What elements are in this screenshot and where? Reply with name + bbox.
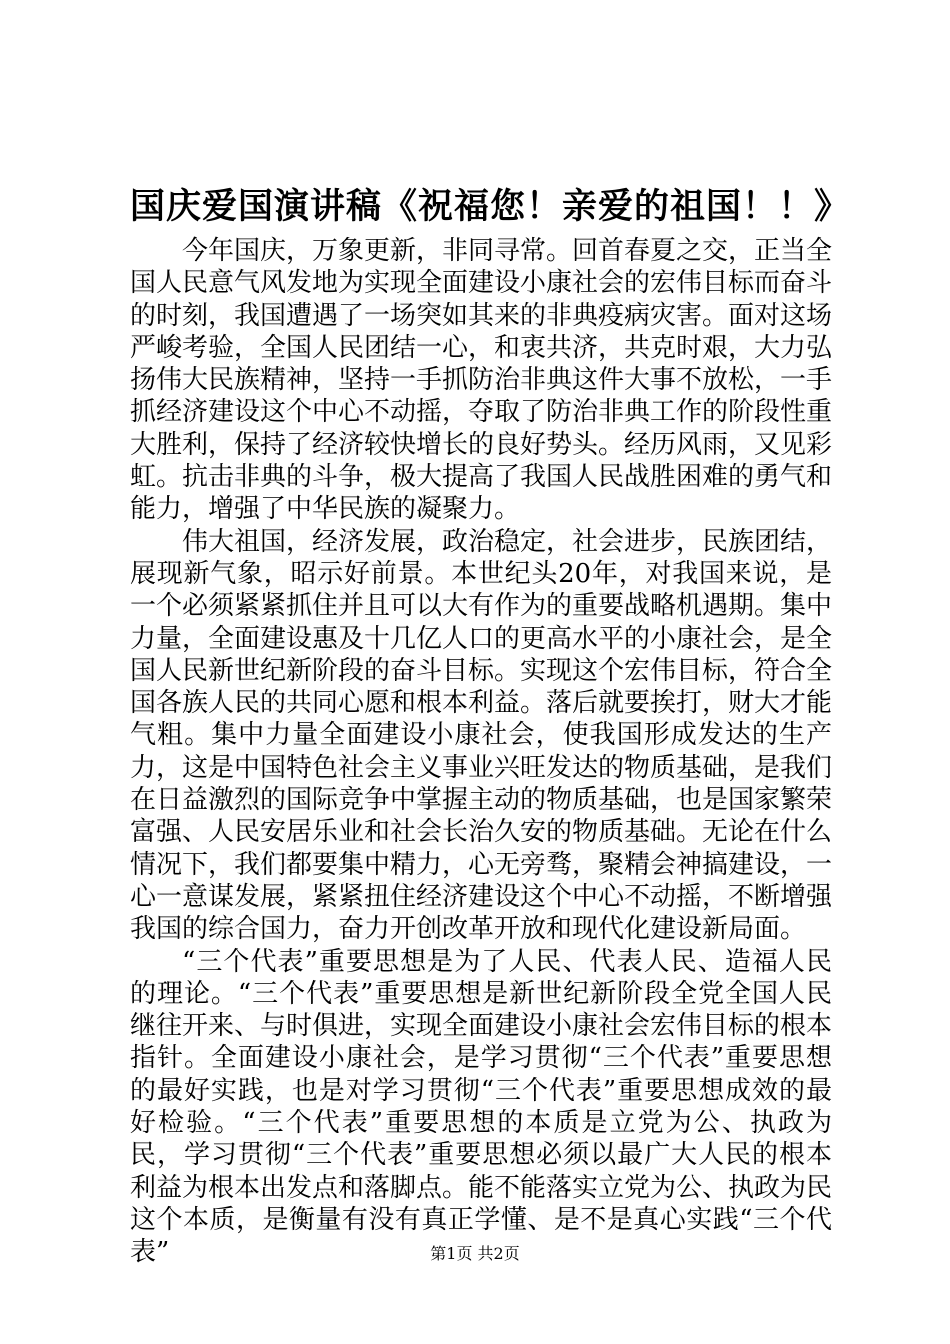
document-body xyxy=(130,235,832,1269)
document-title: 国庆爱国演讲稿《祝福您！亲爱的祖国！！》 xyxy=(130,186,851,227)
paragraph-2: 伟大祖国，经济发展，政治稳定，社会进步，民族团结，展现新气象，昭示好前景。本世纪头20年，对我国来说，是一个必须紧紧抓住并且可以大有作为的重要战略机遇期。集中力量，全面建设惠及十几亿人口的更高水平的小康社会，是全国人民新世纪新阶段的奋斗目标。实现这个宏伟目标，符合全国各族人民的共同心愿和根本利益。落后就要挨打，财大才能气粗。集中力量全面建设小康社会，使我国形成发达的生产力，这是中国特色社会主义事业兴旺发达的物质基础，是我们在日益激烈的国际竞争中掌握主动的物质基础，也是国家繁荣富强、人民安居乐业和社会长治久安的物质基础。无论在什么情况下，我们都要集中精力，心无旁骛，聚精会神搞建设，一心一意谋发展，紧紧扭住经济建设这个中心不动摇，不断增强我国的综合国力，奋力开创改革开放和现代化建设新局面。 xyxy=(130,526,833,945)
paragraph-3: “三个代表”重要思想是为了人民、代表人民、造福人民的理论。“三个代表”重要思想是新世纪新阶段全党全国人民继往开来、与时俱进，实现全面建设小康社会宏伟目标的根本指针。全面建设小康社会，是学习贯彻“三个代表”重要思想的最好实践，也是对学习贯彻“三个代表”重要思想成效的最好检验。“三个代表”重要思想的本质是立党为公、执政为民，学习贯彻“三个代表”重要思想必须以最广大人民的根本利益为根本出发点和落脚点。能不能落实立党为公、执政为民这个本质，是衡量有没有真正学懂、是不是真心实践“三个代表” xyxy=(130,946,833,1268)
paragraph-1: 今年国庆，万象更新，非同寻常。回首春夏之交，正当全国人民意气风发地为实现全面建设小康社会的宏伟目标而奋斗的时刻，我国遭遇了一场突如其来的非典疫病灾害。面对这场严峻考验，全国人民团结一心，和衷共济，共克时艰，大力弘扬伟大民族精神，坚持一手抓防治非典这件大事不放松，一手抓经济建设这个中心不动摇，夺取了防治非典工作的阶段性重大胜利，保持了经济较快增长的良好势头。经历风雨，又见彩虹。抗击非典的斗争，极大提高了我国人民战胜困难的勇气和能力，增强了中华民族的凝聚力。 xyxy=(130,236,833,525)
page-footer: 第1页 共2页 xyxy=(430,1244,520,1263)
